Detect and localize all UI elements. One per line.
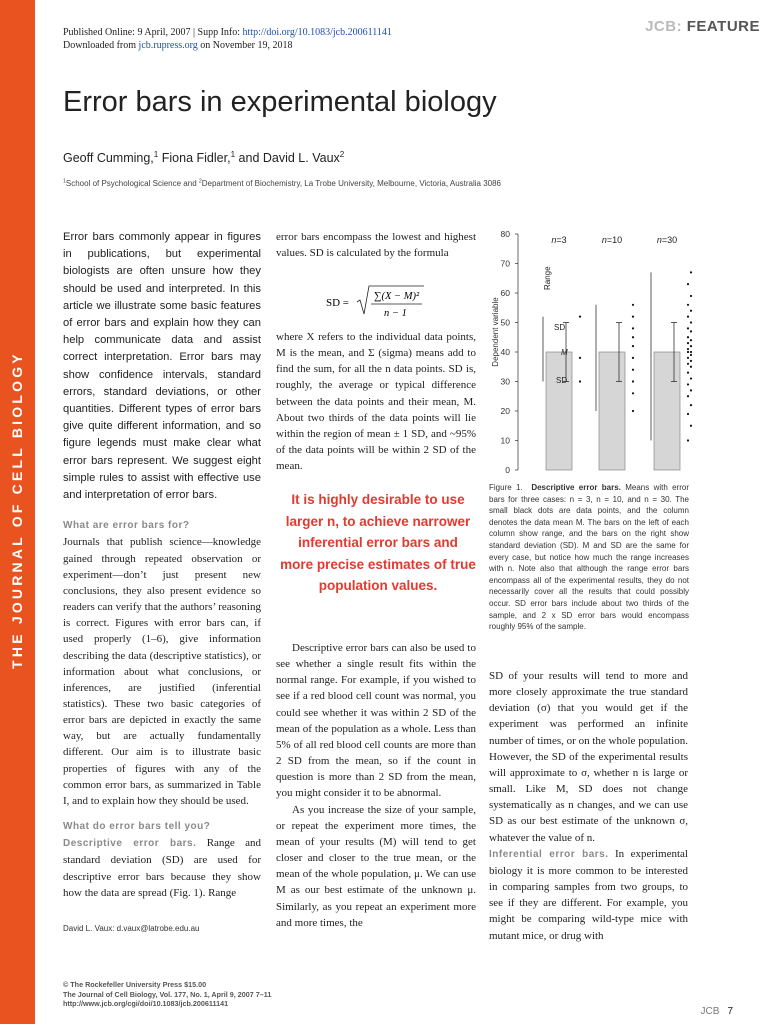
y-axis	[491, 229, 518, 475]
sd-formula	[326, 280, 426, 324]
author-name: Geoff Cumming,	[63, 151, 154, 165]
data-point	[687, 413, 689, 415]
data-point	[690, 345, 692, 347]
affiliations	[63, 179, 501, 188]
sd-lower-annotation: SD	[556, 375, 568, 385]
column-2-top	[276, 229, 476, 261]
data-point	[690, 295, 692, 297]
footer-doi[interactable]: http://www.jcb.org/cgi/doi/10.1083/jcb.200611141	[63, 999, 229, 1009]
affil-text: Department of Biochemistry, La Trobe University, Melbourne, Victoria, Australia 3086	[201, 179, 501, 188]
category-label: n=30	[656, 235, 678, 245]
data-point	[687, 327, 689, 329]
column-3	[489, 668, 688, 944]
bar	[599, 352, 625, 470]
data-point	[687, 342, 689, 344]
y-tick-label: 60	[500, 288, 510, 298]
published-text: Published Online: 9 April, 2007 | Supp Info:	[63, 27, 243, 38]
data-point	[690, 425, 692, 427]
affil-mark: 1	[63, 178, 66, 185]
category-label: n=3	[551, 235, 567, 245]
formula-numerator: ∑(X − M)²	[374, 291, 420, 302]
data-point	[632, 316, 634, 318]
data-point	[690, 339, 692, 341]
author-affil-mark: 2	[339, 149, 345, 159]
bar	[546, 352, 572, 470]
data-point	[632, 369, 634, 371]
data-point	[687, 316, 689, 318]
y-tick-label: 50	[500, 317, 510, 328]
paragraph: SD of your results will tend to more and more closely approximate the true standard deviation (σ) that you would get if the experiment was performed an infinite number of times, or on the whole population. However, the SD of the experimental results will approximate to σ, whether n is large or small. Like M, SD does not change systematically as n changes, and we can use SD as our best estimate of the unknown σ, whatever the value of n.	[489, 670, 688, 844]
data-point	[632, 336, 634, 338]
y-tick-label: 20	[500, 406, 510, 416]
published-line	[63, 26, 392, 39]
downloaded-suffix: on November 19, 2018	[197, 40, 293, 51]
sidebar-journal-name: THE JOURNAL OF CELL BIOLOGY	[9, 351, 25, 669]
subheading-inferential: Inferential error bars.	[489, 848, 609, 860]
data-point	[690, 321, 692, 323]
data-point	[687, 351, 689, 353]
y-axis-label: Dependent variable	[491, 297, 500, 367]
footer-citation: The Journal of Cell Biology, Vol. 177, No. 1, April 9, 2007 7–11	[63, 989, 272, 999]
data-point	[690, 351, 692, 353]
data-point	[632, 410, 634, 412]
downloaded-prefix: Downloaded from	[63, 40, 139, 51]
data-point	[632, 304, 634, 306]
journal-sidebar	[0, 0, 35, 1024]
y-tick-label: 40	[500, 347, 510, 357]
footer	[63, 980, 271, 1009]
author-name: Fiona Fidler,	[158, 151, 231, 165]
data-point	[687, 304, 689, 306]
paragraph-text: Range and standard deviation (SD) are used for descriptive error bars because they show how the data are spread (Fig. 1). Range	[63, 837, 262, 899]
jcb-site-link[interactable]: jcb.rupress.org	[138, 40, 198, 51]
author-affil-mark: 1	[230, 149, 236, 159]
author-list	[63, 151, 344, 165]
data-point	[687, 383, 689, 385]
data-point	[687, 363, 689, 365]
article-title: Error bars in experimental biology	[63, 86, 497, 118]
column-1	[63, 229, 261, 901]
y-tick-label: 10	[500, 435, 510, 446]
paragraph-inferential	[489, 846, 688, 944]
data-point	[687, 348, 689, 350]
category-label: n=10	[601, 235, 623, 245]
data-point	[632, 392, 634, 394]
data-point	[690, 389, 692, 391]
paragraph: error bars encompass the lowest and highest values. SD is calculated by the formula	[276, 231, 476, 260]
paragraph: Descriptive error bars can also be used to see whether a single result fits within the normal range. For example, if you wished to see if a red blood cell count was normal, you could see whether it was within 2 SD of the mean of the population as a whole. Less than 5% of all red blood cell counts are more than 2 SD from the mean, so if the count in question is more than 2 SD from the mean, you might consider it to be abnormal.	[276, 642, 476, 800]
data-point	[687, 372, 689, 374]
y-tick-label: 80	[500, 229, 510, 239]
footer-copyright: © The Rockefeller University Press $15.00	[63, 980, 207, 989]
section-heading-what-for: What are error bars for?	[63, 520, 190, 532]
mean-annotation: M	[561, 347, 568, 357]
subheading-descriptive: Descriptive error bars.	[63, 838, 197, 850]
data-point	[687, 395, 689, 397]
bar	[654, 352, 680, 470]
data-point	[690, 360, 692, 362]
figure-label: Figure 1.	[489, 483, 523, 492]
paragraph: As you increase the size of your sample, or repeat the experiment more times, the mean of your results (M) will tend to get closer and closer to the true mean, or the mean of the whole population, μ. We can use M as our best estimate of the unknown μ. Similarly, as you repeat an experiment more and more times, the	[276, 803, 476, 929]
pull-quote: It is highly desirable to use larger n, to achieve narrower inferential error bars and more precise estimates of true population values.	[280, 492, 476, 594]
data-point	[690, 377, 692, 379]
brand-journal: JCB:	[645, 18, 683, 35]
figure-caption-text: Means with error bars for three cases: n = 3, n = 10, and n = 30. The small black dots are data points, and the column denotes the data mean M. The bars on the left of each column show range, and the bars on the right show standard deviation (SD). M and SD are the same for every case, but notice how much the range increases with n. Note also that although the range error bars encompass all of the experimental results, they do not necessarily cover all the results that could possibly occur. SD error bars include about two thirds of the sample, and 2 x SD error bars would encompass roughly 95% of the sample.	[489, 483, 690, 632]
figure-1-chart	[486, 226, 696, 478]
section-heading-what-tell: What do error bars tell you?	[63, 821, 211, 833]
page-number	[701, 1006, 733, 1017]
data-point	[632, 345, 634, 347]
supp-info-link[interactable]: http://doi.org/10.1083/jcb.200611141	[242, 27, 392, 38]
data-point	[690, 310, 692, 312]
data-point	[579, 380, 581, 382]
column-2-bottom	[276, 640, 476, 931]
publication-info	[63, 26, 392, 52]
data-point	[632, 357, 634, 359]
data-point	[690, 366, 692, 368]
data-point	[687, 357, 689, 359]
data-point	[687, 336, 689, 338]
brand-section: FEATURE	[686, 18, 760, 35]
data-point	[690, 354, 692, 356]
section-brand	[645, 18, 760, 35]
paragraph: where X refers to the individual data points, M is the mean, and Σ (sigma) means add to find the sum, for all the n data points. SD is, roughly, the average or typical difference between the data points and their mean, M. About two thirds of the data points will lie within the region of mean ± 1 SD, and ~95% of the data points will be within 2 SD of the mean.	[276, 331, 476, 473]
data-point	[690, 330, 692, 332]
author-name: and David L. Vaux	[235, 151, 340, 165]
downloaded-line	[63, 39, 392, 52]
page-number-value: 7	[727, 1006, 733, 1017]
y-tick-label: 30	[500, 376, 510, 387]
correspondence-footnote: David L. Vaux: d.vaux@latrobe.edu.au	[63, 924, 200, 933]
data-point	[579, 316, 581, 318]
paragraph-descriptive	[63, 835, 261, 901]
affil-text: School of Psychological Science and	[65, 179, 199, 188]
figure-title: Descriptive error bars.	[531, 483, 621, 492]
data-point	[690, 271, 692, 273]
paragraph: Journals that publish science—knowledge gained through repeated observation or experiment—don’t just present new conclusions, they also present evidence so readers can verify that the authors’ reasoning is correct. Figures with error bars can, if used properly (1–6), give information describing the data (descriptive statistics), or information about what conclusions, or inferences, are justified (inferential statistics). These two basic categories of error bars are depicted in exactly the same way, but are actually fundamentally different. Our aim is to illustrate basic properties of figures with any of the common error bars, as summarized in Table I, and to explain how they should be used.	[63, 536, 261, 807]
formula-denominator: n − 1	[384, 308, 407, 319]
data-point	[632, 327, 634, 329]
figure-caption	[489, 482, 689, 633]
category-labels	[551, 235, 677, 245]
y-tick-label: 0	[505, 465, 510, 475]
affil-mark: 2	[198, 178, 202, 185]
data-point	[579, 357, 581, 359]
author-affil-mark: 1	[153, 149, 159, 159]
abstract: Error bars commonly appear in figures in publications, but experimental biologists are often unsure how they should be used and interpreted. In this article we illustrate some basic features of error bars and explain how they can help communicate data and assist correct interpretation. Error bars may show confidence intervals, standard errors, standard deviations, or other quantities. Different types of error bars give quite different information, and so figure legends must make clear what error bars represent. We suggest eight simple rules to assist with effective use and interpretation of error bars.	[63, 231, 261, 502]
sd-upper-annotation: SD	[554, 322, 566, 332]
data-point	[632, 380, 634, 382]
column-2-middle	[276, 329, 476, 474]
formula-sd-label: SD =	[326, 297, 350, 309]
page-journal: JCB	[700, 1006, 720, 1017]
range-annotation: Range	[543, 266, 552, 291]
data-point	[687, 439, 689, 441]
y-tick-label: 70	[500, 258, 510, 269]
data-point	[690, 404, 692, 406]
data-point	[687, 283, 689, 285]
paragraph-text: In experimental biology it is more common to be interested in comparing samples from two groups, to see if they are different. For example, you might be comparing wild-type mice with mutant mice, or drug with	[489, 847, 688, 942]
